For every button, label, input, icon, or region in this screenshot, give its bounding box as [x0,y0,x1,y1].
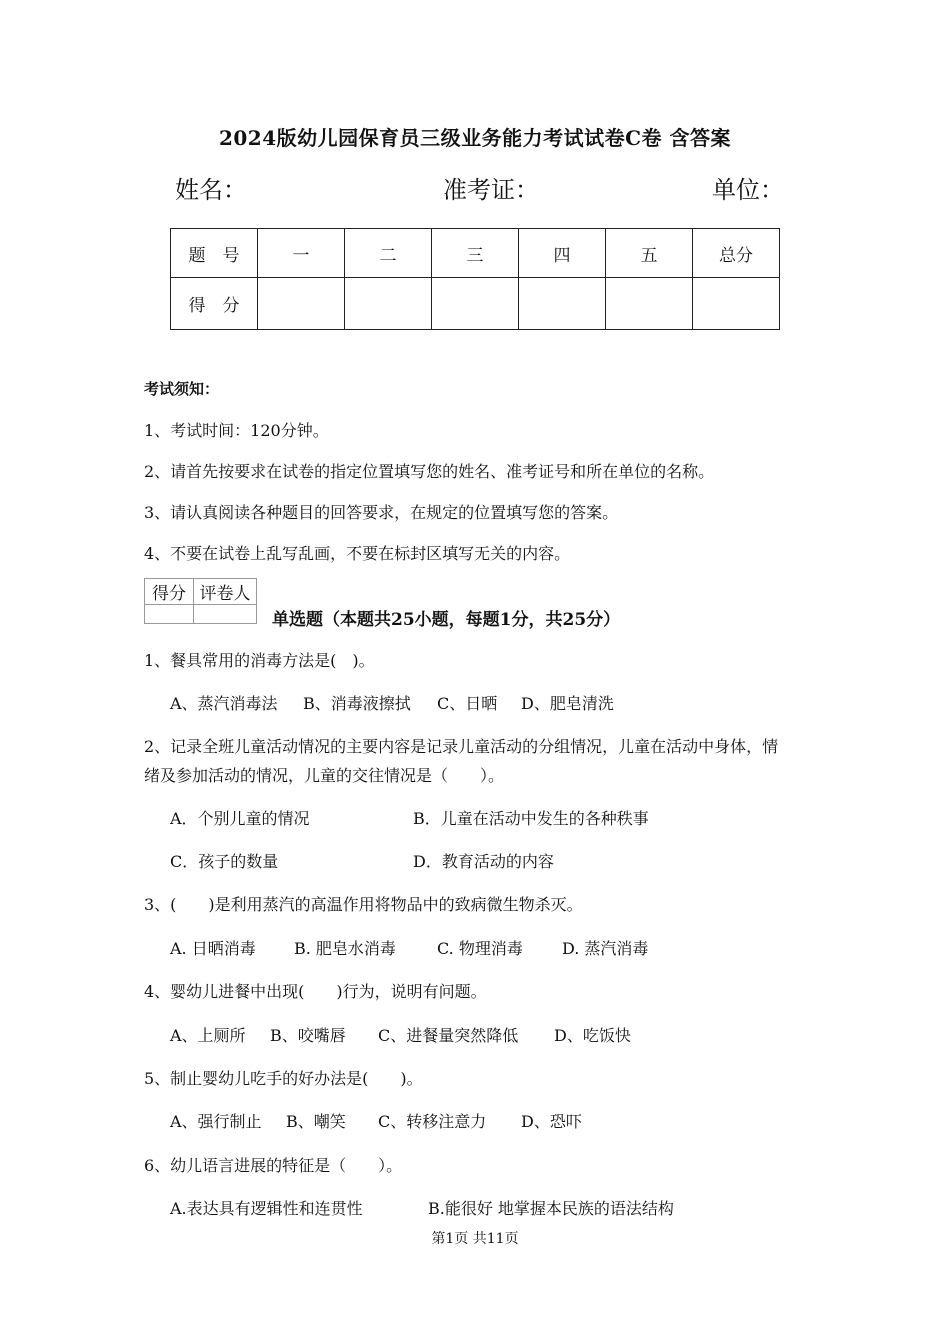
question-text: 5、制止婴幼儿吃手的好办法是( )。 [144,1069,423,1088]
notice-item: 2、请首先按要求在试卷的指定位置填写您的姓名、准考证号和所在单位的名称。 [144,462,715,481]
score-cell [519,278,606,330]
grader-name-cell [194,605,257,624]
exam-id-field-label: 准考证： [443,176,539,204]
option-text: A、强行制止 [170,1112,262,1131]
score-cell [345,278,432,330]
option-text: B、消毒液擦拭 [303,694,411,713]
question-text-continued: 绪及参加活动的情况，儿童的交往情况是（ ）。 [144,766,505,785]
score-table-header-row [171,229,780,278]
option-text: C. 物理消毒 [437,939,523,958]
question-text: 4、婴幼儿进餐中出现( )行为，说明有问题。 [144,982,487,1001]
option-text: D．教育活动的内容 [413,852,554,871]
grader-score-label: 得分 [145,579,194,605]
score-header-cell: 五 [606,229,693,278]
score-header-cell: 二 [345,229,432,278]
score-header-cell: 三 [432,229,519,278]
unit-field-label: 单位： [712,176,784,204]
page-footer: 第1页 共11页 [431,1231,519,1247]
option-text: A、上厕所 [170,1026,246,1045]
grader-name-label: 评卷人 [194,579,257,605]
option-text: A.表达具有逻辑性和连贯性 [170,1199,363,1218]
grader-score-cell [145,605,194,624]
option-text: A、蒸汽消毒法 [170,694,278,713]
question-text: 1、餐具常用的消毒方法是( )。 [144,651,375,670]
option-text: A．个别儿童的情况 [170,809,310,828]
notice-heading: 考试须知： [144,380,220,398]
option-text: C、日晒 [437,694,498,713]
score-table-score-row [171,278,780,330]
option-text: D、吃饭快 [554,1026,631,1045]
notice-item: 4、不要在试卷上乱写乱画，不要在标封区填写无关的内容。 [144,544,571,563]
score-header-cell: 一 [258,229,345,278]
notice-item: 3、请认真阅读各种题目的回答要求，在规定的位置填写您的答案。 [144,503,619,522]
option-text: A. 日晒消毒 [170,939,256,958]
score-cell [258,278,345,330]
notice-item: 1、考试时间：120分钟。 [144,421,329,440]
grader-box [144,578,257,624]
score-header-cell: 题 号 [171,229,258,278]
score-cell [606,278,693,330]
score-row-label: 得 分 [171,278,258,330]
option-text: C、进餐量突然降低 [378,1026,519,1045]
option-text: C、转移注意力 [378,1112,487,1131]
option-text: B.能很好 地掌握本民族的语法结构 [428,1199,674,1218]
score-cell [693,278,780,330]
option-text: B、咬嘴唇 [270,1026,346,1045]
score-header-cell: 总分 [693,229,780,278]
page-title: 2024版幼儿园保育员三级业务能力考试试卷C卷 含答案 [218,126,732,150]
option-text: B、嘲笑 [286,1112,346,1131]
option-text: C．孩子的数量 [170,852,279,871]
score-cell [432,278,519,330]
option-text: D、恐吓 [521,1112,582,1131]
option-text: B．儿童在活动中发生的各种秩事 [413,809,649,828]
option-text: B. 肥皂水消毒 [294,939,396,958]
question-text: 6、幼儿语言进展的特征是（ ）。 [144,1156,403,1175]
score-table [170,228,780,330]
score-header-cell: 四 [519,229,606,278]
option-text: D. 蒸汽消毒 [562,939,649,958]
question-text: 3、( )是利用蒸汽的高温作用将物品中的致病微生物杀灭。 [144,895,583,914]
option-text: D、肥皂清洗 [521,694,614,713]
name-field-label: 姓名： [175,176,247,204]
question-text: 2、记录全班儿童活动情况的主要内容是记录儿童活动的分组情况，儿童在活动中身体，情 [144,737,779,756]
section-title: 单选题（本题共25小题，每题1分，共25分） [272,610,621,630]
